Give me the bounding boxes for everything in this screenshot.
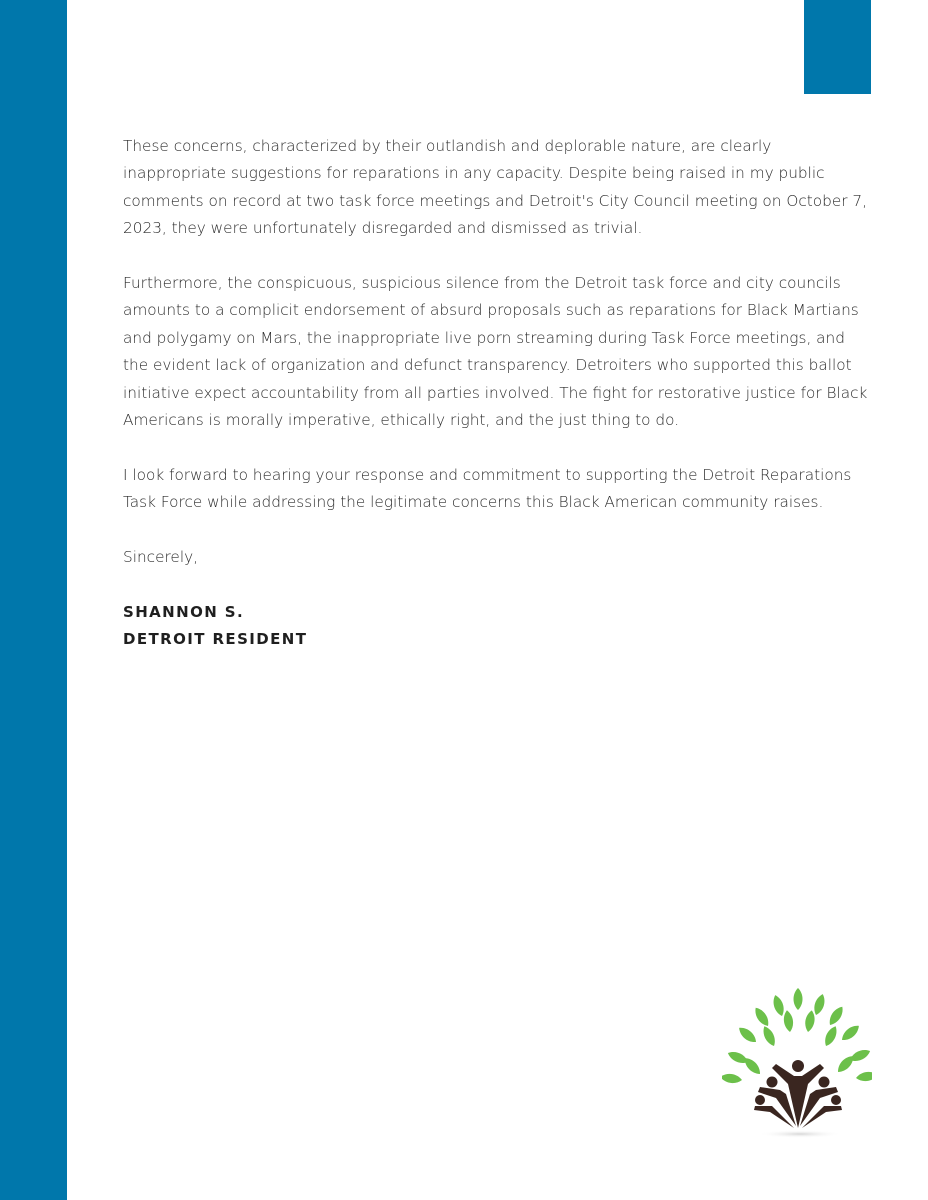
leaf-shape: [760, 1024, 778, 1048]
leaf-shape: [812, 993, 827, 1017]
paragraph-response: I look forward to hearing your response and commitment to supporting the Detroit Reparations Task Force while addressing the legitimate concerns this Black American community raises.: [123, 465, 852, 512]
left-accent-bar: [0, 0, 67, 1200]
leaf-shape: [782, 1010, 794, 1033]
leaf-shape: [771, 994, 786, 1018]
signature-block: [123, 599, 873, 653]
leaf-shape: [736, 1024, 759, 1045]
closing-line: Sincerely,: [123, 548, 199, 567]
figure-shape: [767, 1077, 778, 1088]
logo-graphic: [722, 988, 872, 1140]
paragraph-concerns: These concerns, characterized by their outlandish and deplorable nature, are clearly inappropriate suggestions for reparations in any capacity. Despite being raised in my public comments on record at two task force meetings and Detroit's City Council meeting on October 7, 2023, they were unfortunately disregarded and dismissed as trivial.: [123, 137, 868, 238]
logo-shadow: [758, 1130, 842, 1138]
leaf-shape: [804, 1010, 817, 1033]
leaf-shape: [855, 1070, 872, 1082]
figure-shape: [792, 1060, 804, 1072]
paragraph-silence: Furthermore, the conspicuous, suspicious silence from the Detroit task force and city councils amounts to a complicit endorsement of absurd proposals such as reparations for Black Martians and polygamy on Mars, the inappropriate live porn streaming during Task Force meetings, and the evident lack of organization and defunct transparency. Detroiters who supported this ballot initiative expect accountability from all parties involved. The fight for restorative justice for Black Americans is morally imperative, ethically right, and the just thing to do.: [123, 274, 868, 430]
figure-shape: [755, 1095, 765, 1105]
letter-body: [123, 133, 873, 653]
leaf-shape: [794, 988, 803, 1010]
leaf-shape: [839, 1022, 862, 1043]
leaf-shape: [741, 1055, 763, 1077]
leaf-shape: [752, 1005, 772, 1028]
logo-figures: [754, 1060, 842, 1128]
signature-name: SHANNON S.: [123, 602, 245, 621]
leaf-shape: [822, 1024, 840, 1048]
tree-of-people-logo-icon: [722, 988, 872, 1140]
leaf-shape: [826, 1004, 846, 1027]
corner-accent-tab: [804, 0, 871, 94]
leaf-shape: [722, 1072, 743, 1084]
leaf-shape: [835, 1053, 857, 1075]
figure-shape: [831, 1095, 841, 1105]
figure-shape: [819, 1077, 830, 1088]
signature-title: DETROIT RESIDENT: [123, 629, 308, 648]
